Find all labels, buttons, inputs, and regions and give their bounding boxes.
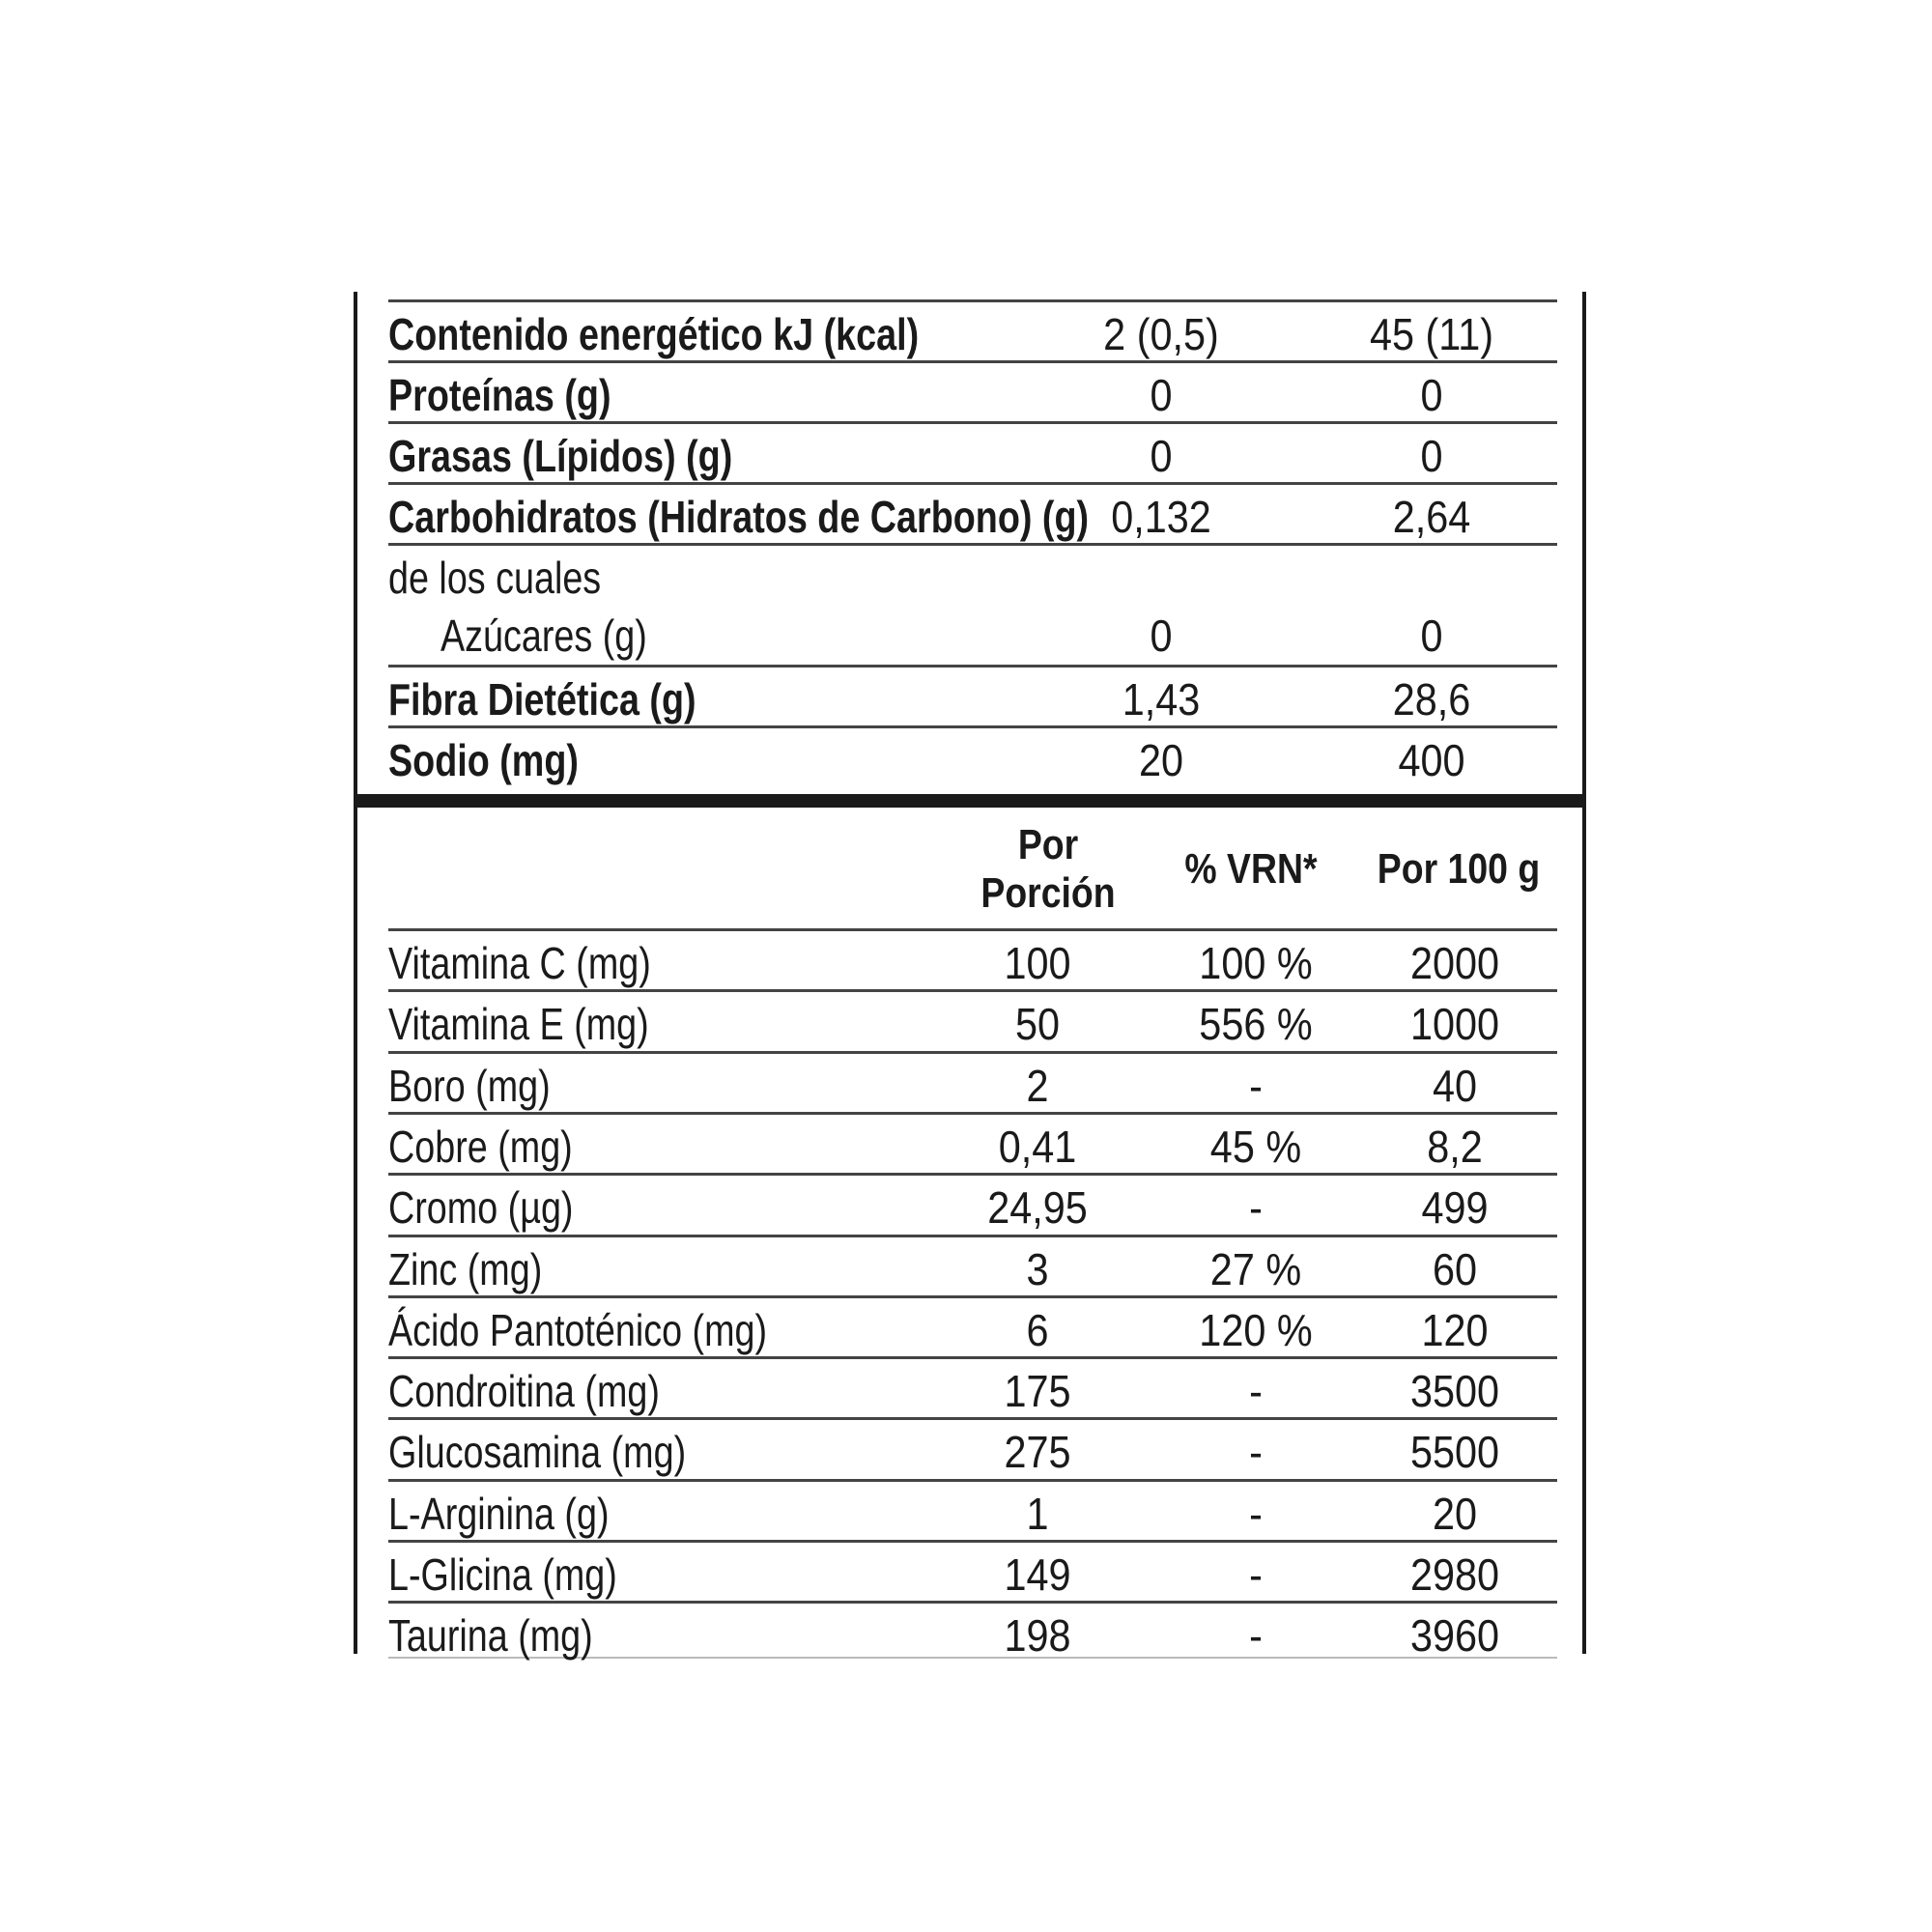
- header-per-serving-line2: Porción: [980, 869, 1116, 917]
- macro-per-100g: 2,64: [1392, 492, 1471, 542]
- micro-vrn: -: [1249, 1366, 1263, 1416]
- micro-per-serving: 24,95: [987, 1182, 1088, 1233]
- micro-vrn: 27 %: [1209, 1244, 1302, 1294]
- micro-per-100g: 20: [1432, 1489, 1478, 1539]
- micro-vrn: -: [1249, 1610, 1263, 1661]
- micro-vrn: -: [1249, 1427, 1263, 1477]
- macro-per-100g: 0: [1420, 370, 1443, 420]
- micro-vrn: -: [1249, 1182, 1263, 1233]
- macro-label: Azúcares (g): [440, 611, 647, 661]
- micro-per-serving: 3: [1026, 1244, 1049, 1294]
- micro-per-100g: 3500: [1409, 1366, 1500, 1416]
- micro-per-serving: 175: [1004, 1366, 1071, 1416]
- header-vrn: % VRN*: [1184, 845, 1318, 893]
- micro-label: Taurina (mg): [388, 1610, 593, 1661]
- macro-per-100g: 0: [1420, 431, 1443, 481]
- micro-label: Vitamina C (mg): [388, 938, 651, 988]
- micro-per-serving: 0,41: [998, 1122, 1077, 1172]
- micro-per-100g: 40: [1432, 1061, 1478, 1111]
- macro-per-serving: 1,43: [1122, 674, 1201, 724]
- micro-per-100g: 60: [1432, 1244, 1478, 1294]
- micro-vrn: -: [1249, 1061, 1263, 1111]
- micro-label: Boro (mg): [388, 1061, 551, 1111]
- macro-per-serving: 0: [1150, 431, 1173, 481]
- macro-per-serving: 2 (0,5): [1103, 309, 1219, 359]
- micro-row: [388, 1295, 1557, 1353]
- micro-label: Ácido Pantoténico (mg): [388, 1305, 768, 1355]
- micro-label: Zinc (mg): [388, 1244, 543, 1294]
- micro-per-100g: 3960: [1409, 1610, 1500, 1661]
- macro-per-serving: 0: [1150, 370, 1173, 420]
- micro-row: [388, 1356, 1557, 1414]
- macro-row: [388, 543, 1557, 601]
- macro-per-100g: 0: [1420, 611, 1443, 661]
- micro-row: [388, 1235, 1557, 1293]
- macro-row: [388, 725, 1557, 783]
- macro-row: [388, 482, 1557, 540]
- micro-vrn: 556 %: [1199, 999, 1313, 1049]
- micro-vrn: 100 %: [1199, 938, 1313, 988]
- micro-row: [388, 1540, 1557, 1598]
- macro-row: [388, 604, 1557, 662]
- micro-per-100g: 5500: [1409, 1427, 1500, 1477]
- micro-label: L-Arginina (g): [388, 1489, 610, 1539]
- macro-label: Grasas (Lípidos) (g): [388, 431, 733, 481]
- micro-label: L-Glicina (mg): [388, 1549, 617, 1600]
- micro-per-serving: 1: [1026, 1489, 1049, 1539]
- macro-label: Proteínas (g): [388, 370, 611, 420]
- macro-row: [388, 360, 1557, 418]
- micro-per-serving: 100: [1004, 938, 1071, 988]
- micro-per-serving: 6: [1026, 1305, 1049, 1355]
- macro-label: de los cuales: [388, 553, 602, 603]
- macro-per-100g: 28,6: [1392, 674, 1471, 724]
- macro-per-100g: 45 (11): [1369, 309, 1494, 359]
- micro-per-100g: 8,2: [1427, 1122, 1483, 1172]
- micro-label: Vitamina E (mg): [388, 999, 649, 1049]
- micro-vrn: -: [1249, 1489, 1263, 1539]
- macro-label: Contenido energético kJ (kcal): [388, 309, 920, 359]
- micro-per-100g: 120: [1421, 1305, 1489, 1355]
- micro-per-serving: 149: [1004, 1549, 1071, 1600]
- micro-row: [388, 989, 1557, 1047]
- micro-row: [388, 1173, 1557, 1231]
- micro-row: [388, 1479, 1557, 1537]
- micro-vrn: 45 %: [1209, 1122, 1302, 1172]
- micro-row: [388, 1112, 1557, 1170]
- micro-per-100g: 1000: [1409, 999, 1500, 1049]
- micro-label: Condroitina (mg): [388, 1366, 660, 1416]
- macro-per-serving: 0,132: [1111, 492, 1211, 542]
- macro-row: [388, 665, 1557, 723]
- micro-vrn: 120 %: [1199, 1305, 1313, 1355]
- micro-label: Cobre (mg): [388, 1122, 573, 1172]
- section-divider: [354, 794, 1586, 808]
- micro-label: Cromo (µg): [388, 1182, 574, 1233]
- micro-row: [388, 1051, 1557, 1109]
- micro-vrn: -: [1249, 1549, 1263, 1600]
- header-per-serving-line1: Por: [1017, 821, 1079, 868]
- micro-row: [388, 1601, 1557, 1659]
- macro-row: [388, 299, 1557, 357]
- micro-label: Glucosamina (mg): [388, 1427, 687, 1477]
- micro-per-serving: 50: [1014, 999, 1061, 1049]
- micro-row: [388, 928, 1557, 986]
- micro-per-100g: 2000: [1409, 938, 1500, 988]
- macro-per-serving: 20: [1138, 735, 1184, 785]
- macro-label: Carbohidratos (Hidratos de Carbono) (g): [388, 492, 1090, 542]
- macro-per-100g: 400: [1398, 735, 1465, 785]
- header-per-100g: Por 100 g: [1377, 845, 1541, 893]
- micro-per-serving: 275: [1004, 1427, 1071, 1477]
- micro-per-100g: 499: [1421, 1182, 1489, 1233]
- macro-label: Sodio (mg): [388, 735, 579, 785]
- micro-per-serving: 198: [1004, 1610, 1071, 1661]
- micro-per-serving: 2: [1026, 1061, 1049, 1111]
- micro-per-100g: 2980: [1409, 1549, 1500, 1600]
- micro-row: [388, 1417, 1557, 1475]
- macro-row: [388, 421, 1557, 479]
- macro-label: Fibra Dietética (g): [388, 674, 696, 724]
- macro-per-serving: 0: [1150, 611, 1173, 661]
